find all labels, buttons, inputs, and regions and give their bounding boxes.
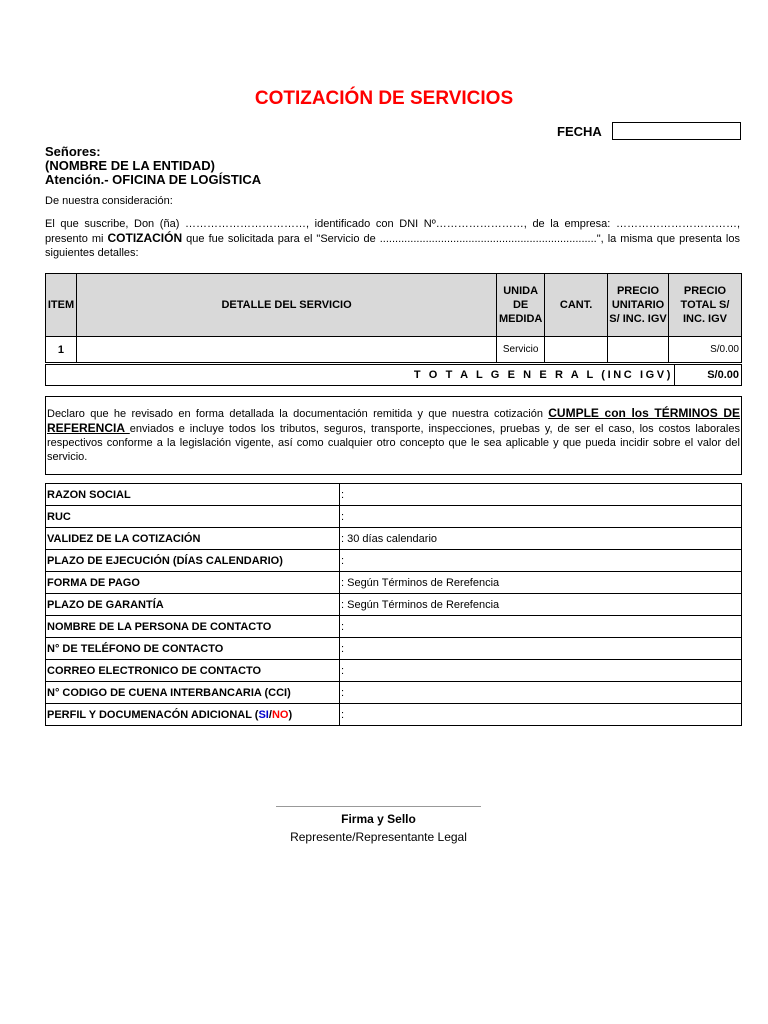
details-label: VALIDEZ DE LA COTIZACIÓN (46, 528, 340, 550)
intro-text-2: que fue solicitada para el "Servicio de .......................................................................", la misma que presenta los siguientes detalles: (45, 233, 740, 259)
details-label: RAZON SOCIAL (46, 484, 340, 506)
header-item: ITEM (46, 274, 77, 337)
option-separator: / (268, 708, 272, 721)
fecha-field[interactable] (612, 122, 741, 140)
cell-unidad: Servicio (497, 337, 545, 363)
total-label: T O T A L G E N E R A L (INC IGV) (413, 369, 673, 381)
details-row (46, 550, 742, 572)
details-label: N° DE TELÉFONO DE CONTACTO (46, 638, 340, 660)
no-option: NO (271, 708, 289, 721)
details-value[interactable]: : (340, 682, 742, 704)
recipient-attention: Atención.- OFICINA DE LOGÍSTICA (45, 172, 262, 187)
header-detalle: DETALLE DEL SERVICIO (76, 274, 496, 337)
total-row (45, 364, 742, 386)
details-label: N° CODIGO DE CUENA INTERBANCARIA (CCI) (46, 682, 340, 704)
details-row (46, 572, 742, 594)
cell-precio-unitario[interactable] (608, 337, 669, 363)
declaration-box (45, 396, 742, 475)
perfil-label-suffix: ) (288, 708, 293, 721)
declaration-underlined: CUMPLE con los TÉRMINOS DE REFERENCIA (47, 406, 740, 435)
document-title: COTIZACIÓN DE SERVICIOS (254, 88, 514, 109)
intro-bold: COTIZACIÓN (107, 231, 183, 245)
details-row (46, 616, 742, 638)
details-label: CORREO ELECTRONICO DE CONTACTO (46, 660, 340, 682)
details-value[interactable]: : (340, 638, 742, 660)
si-option: SI (258, 708, 269, 721)
details-row (46, 682, 742, 704)
perfil-label-prefix: PERFIL Y DOCUMENACÓN ADICIONAL ( (47, 708, 259, 721)
details-table (45, 483, 742, 726)
fecha-label: FECHA (557, 124, 602, 139)
details-label: FORMA DE PAGO (46, 572, 340, 594)
details-label: RUC (46, 506, 340, 528)
details-row (46, 528, 742, 550)
details-value[interactable]: : Según Términos de Rerefencia (340, 572, 742, 594)
table-row (46, 337, 742, 363)
recipient-entity: (NOMBRE DE LA ENTIDAD) (45, 158, 215, 173)
details-value[interactable]: : (340, 704, 742, 726)
cell-item: 1 (46, 337, 77, 363)
details-value[interactable]: : (340, 616, 742, 638)
declaration-text-1: Declaro que he revisado en forma detallada la documentación remitida y que nuestra cotización (47, 408, 549, 420)
details-row (46, 506, 742, 528)
intro-paragraph (45, 217, 740, 260)
declaration-text-2: enviados e incluye todos los tributos, seguros, transporte, inspecciones, pruebas y, de ser el caso, los costos laborales respectivos conforme a la legislación vigente, así como cualquier otro concepto que le sea aplicable y que pueda incidir sobre el valor del servicio. (47, 423, 740, 463)
greeting: De nuestra consideración: (45, 195, 173, 207)
cell-precio-total: S/0.00 (669, 337, 742, 363)
signature-title: Firma y Sello (341, 812, 416, 826)
items-header-row (46, 274, 742, 337)
recipient-salutation: Señores: (45, 144, 101, 159)
header-precio-unitario: PRECIO UNITARIO S/ INC. IGV (608, 274, 669, 337)
header-cant: CANT. (545, 274, 608, 337)
items-table (45, 273, 742, 363)
details-label: PLAZO DE EJECUCIÓN (DÍAS CALENDARIO) (46, 550, 340, 572)
details-value[interactable]: : (340, 506, 742, 528)
details-label (46, 704, 340, 726)
header-unidad: UNIDA DE MEDIDA (497, 274, 545, 337)
details-value[interactable]: : (340, 660, 742, 682)
details-label: NOMBRE DE LA PERSONA DE CONTACTO (46, 616, 340, 638)
details-value[interactable]: : (340, 550, 742, 572)
cell-detalle[interactable] (76, 337, 496, 363)
details-value[interactable]: : (340, 484, 742, 506)
signature-subtitle: Represente/Representante Legal (290, 830, 467, 844)
details-row (46, 638, 742, 660)
details-value[interactable]: : 30 días calendario (340, 528, 742, 550)
details-row (46, 704, 742, 726)
details-row (46, 660, 742, 682)
details-label: PLAZO DE GARANTÍA (46, 594, 340, 616)
signature-line (276, 806, 481, 807)
details-row (46, 484, 742, 506)
total-value: S/0.00 (707, 369, 739, 381)
details-row (46, 594, 742, 616)
details-value[interactable]: : Según Términos de Rerefencia (340, 594, 742, 616)
header-precio-total: PRECIO TOTAL S/ INC. IGV (669, 274, 742, 337)
intro-text-1: El que suscribe, Don (ña) ……………………………, identificado con DNI Nº……………………, de la empresa: ……………………………, presento mi (45, 218, 740, 245)
cell-cant[interactable] (545, 337, 608, 363)
